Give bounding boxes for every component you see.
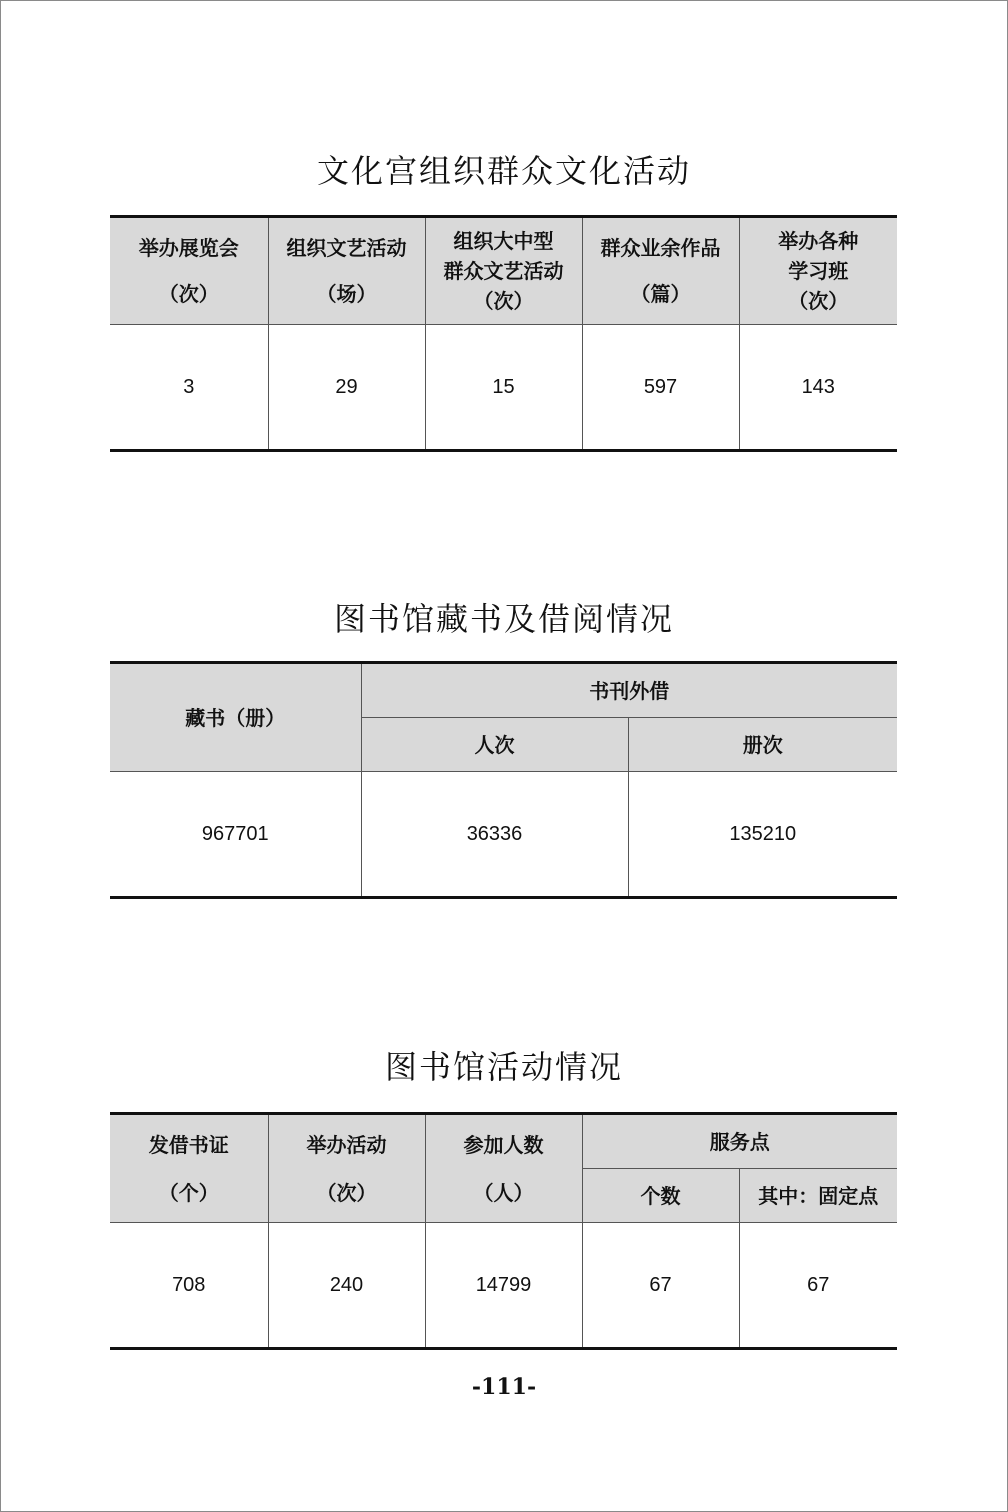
- header-row: [110, 1114, 897, 1169]
- value-cell: 67: [582, 1223, 739, 1349]
- table-row: [110, 325, 897, 451]
- value-cell: 143: [739, 325, 897, 451]
- value-cell: 240: [268, 1223, 425, 1349]
- header-cell: 参加人数 （人）: [425, 1114, 582, 1223]
- header-row: [110, 217, 897, 325]
- cultural-activities-table: [110, 215, 897, 452]
- value-cell: 14799: [425, 1223, 582, 1349]
- header-cell: 册次: [628, 718, 897, 772]
- value-cell: 967701: [110, 772, 361, 898]
- value-cell: 597: [582, 325, 739, 451]
- table1-title: 文化宫组织群众文化活动: [316, 152, 691, 190]
- value-cell: 708: [110, 1223, 268, 1349]
- header-cell: 其中：固定点: [739, 1169, 897, 1223]
- table-row: [110, 772, 897, 898]
- table-row: [110, 1223, 897, 1349]
- header-cell: 举办展览会 （次）: [110, 217, 268, 325]
- value-cell: 3: [110, 325, 268, 451]
- table2-title: 图书馆藏书及借阅情况: [333, 600, 674, 638]
- header-cell: 人次: [361, 718, 628, 772]
- page-number: -111-: [471, 1374, 537, 1400]
- library-collection-table: [110, 661, 897, 899]
- value-cell: 135210: [628, 772, 897, 898]
- header-row: [110, 663, 897, 718]
- header-cell: 举办活动 （次）: [268, 1114, 425, 1223]
- value-cell: 15: [425, 325, 582, 451]
- header-cell: 个数: [582, 1169, 739, 1223]
- header-cell: 组织文艺活动 （场）: [268, 217, 425, 325]
- header-cell: 书刊外借: [361, 663, 897, 718]
- header-cell: 组织大中型 群众文艺活动 （次）: [425, 217, 582, 325]
- value-cell: 29: [268, 325, 425, 451]
- table3-title: 图书馆活动情况: [384, 1048, 623, 1086]
- library-activities-table: [110, 1112, 897, 1350]
- value-cell: 36336: [361, 772, 628, 898]
- header-cell: 举办各种 学习班 （次）: [739, 217, 897, 325]
- header-cell: 群众业余作品 （篇）: [582, 217, 739, 325]
- value-cell: 67: [739, 1223, 897, 1349]
- header-cell: 发借书证 （个）: [110, 1114, 268, 1223]
- header-cell: 服务点: [582, 1114, 897, 1169]
- header-cell: 藏书（册）: [110, 663, 361, 772]
